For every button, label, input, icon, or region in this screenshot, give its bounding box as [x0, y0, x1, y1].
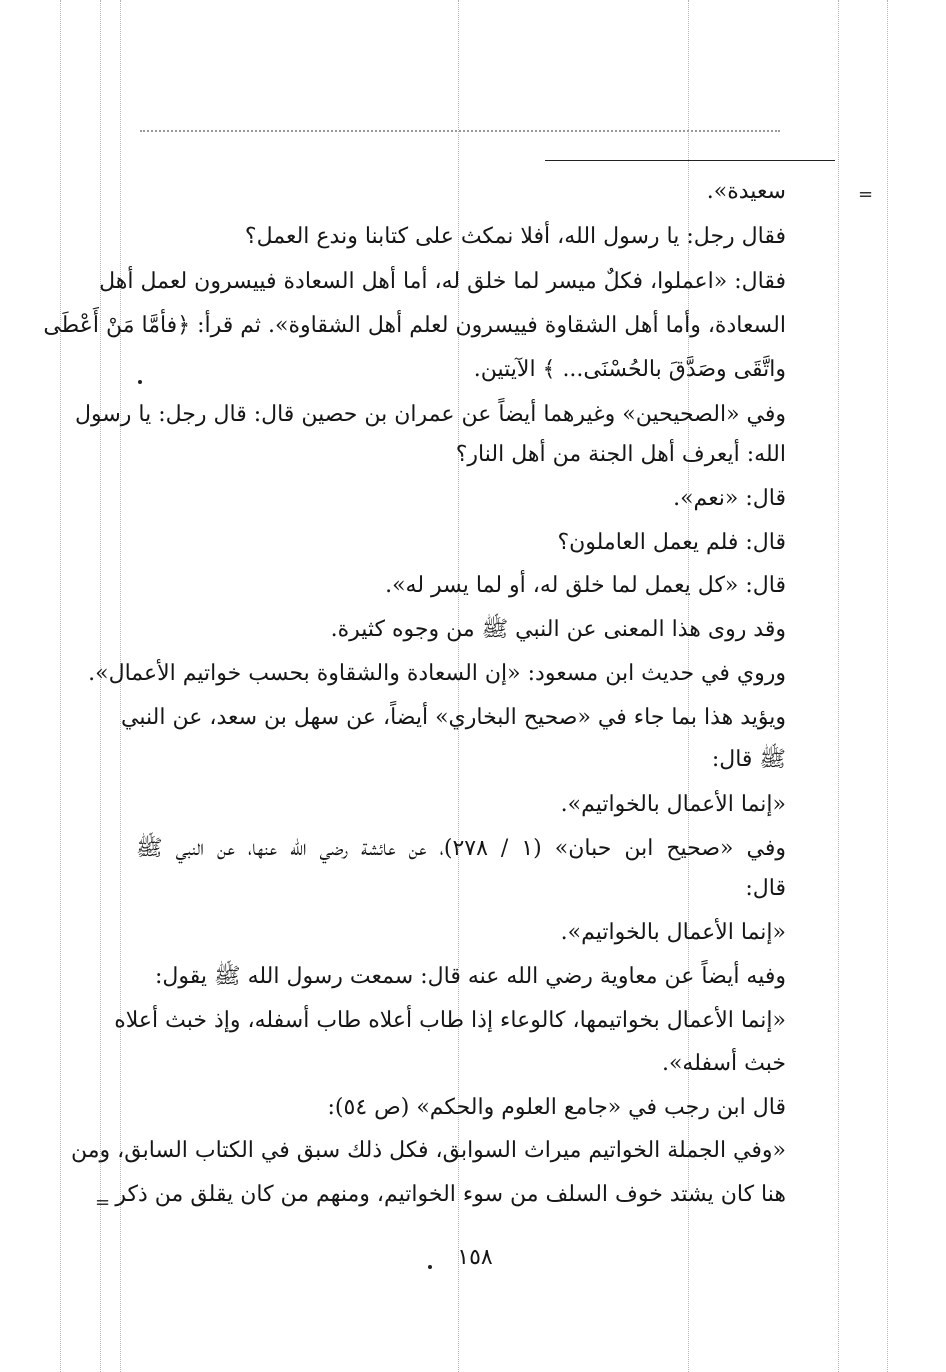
scan-dotted-line: [140, 130, 780, 132]
text-line: ﷺ قال:: [711, 747, 786, 772]
text-line: ويؤيد هذا بما جاء في «صحيح البخاري» أيضاً، عن سهل بن سعد، عن النبي: [121, 705, 786, 730]
text-line: وفي «صحيح ابن حبان» (١ / ٢٧٨)، عن عائشة رضي الله عنها، عن النبي ﷺ: [136, 836, 787, 861]
text-line: «إنما الأعمال بالخواتيم».: [560, 792, 786, 817]
text-line: سعيدة».: [706, 179, 786, 204]
scan-dotted-line: [838, 0, 839, 1372]
text-line: واتَّقَى وصَدَّقَ بالحُسْنَى... ﴾ الآيتين.: [473, 357, 786, 382]
text-line: وقد روى هذا المعنى عن النبي ﷺ من وجوه كثيرة.: [330, 617, 786, 642]
text-line: وفيه أيضاً عن معاوية رضي الله عنه قال: سمعت رسول الله ﷺ يقول:: [155, 964, 786, 989]
text-line: فقال رجل: يا رسول الله، أفلا نمكث على كتابنا وندع العمل؟: [244, 224, 786, 249]
text-line: وروي في حديث ابن مسعود: «إن السعادة والشقاوة بحسب خواتيم الأعمال».: [88, 661, 786, 686]
text-line: السعادة، وأما أهل الشقاوة فييسرون لعلم أهل الشقاوة». ثم قرأ: ﴿فأمَّا مَنْ أَعْطَى: [43, 313, 786, 338]
text-line: قال: فلم يعمل العاملون؟: [557, 530, 786, 555]
scan-dotted-line: [60, 0, 61, 1372]
text-line: خبث أسفله».: [661, 1051, 786, 1076]
scan-dotted-line: [887, 0, 888, 1372]
scan-speck: [138, 380, 142, 384]
text-line: «وفي الجملة الخواتيم ميراث السوابق، فكل ذلك سبق في الكتاب السابق، ومن: [71, 1138, 786, 1163]
text-line: الله: أيعرف أهل الجنة من أهل النار؟: [455, 442, 786, 467]
text-line: هنا كان يشتد خوف السلف من سوء الخواتيم، ومنهم من كان يقلق من ذكر: [115, 1182, 786, 1207]
margin-mark: =: [95, 1192, 111, 1213]
text-line: وفي «الصحيحين» وغيرهما أيضاً عن عمران بن حصين قال: قال رجل: يا رسول: [75, 402, 786, 427]
text-line: قال: «نعم».: [673, 486, 786, 511]
text-line: قال ابن رجب في «جامع العلوم والحكم» (ص ٥٤):: [327, 1095, 786, 1120]
text-line: قال: «كل يعمل لما خلق له، أو لما يسر له».: [385, 573, 786, 598]
header-rule: [545, 160, 835, 161]
page-number: ١٥٨: [457, 1245, 493, 1270]
text-line: «إنما الأعمال بخواتيمها، كالوعاء إذا طاب أعلاه طاب أسفله، وإذ خبث أعلاه: [114, 1008, 786, 1033]
text-line: فقال: «اعملوا، فكلٌ ميسر لما خلق له، أما أهل السعادة فييسرون لعمل أهل: [99, 269, 786, 294]
margin-mark: =: [858, 184, 874, 205]
text-line: قال:: [745, 876, 786, 901]
text-line: «إنما الأعمال بالخواتيم».: [560, 920, 786, 945]
